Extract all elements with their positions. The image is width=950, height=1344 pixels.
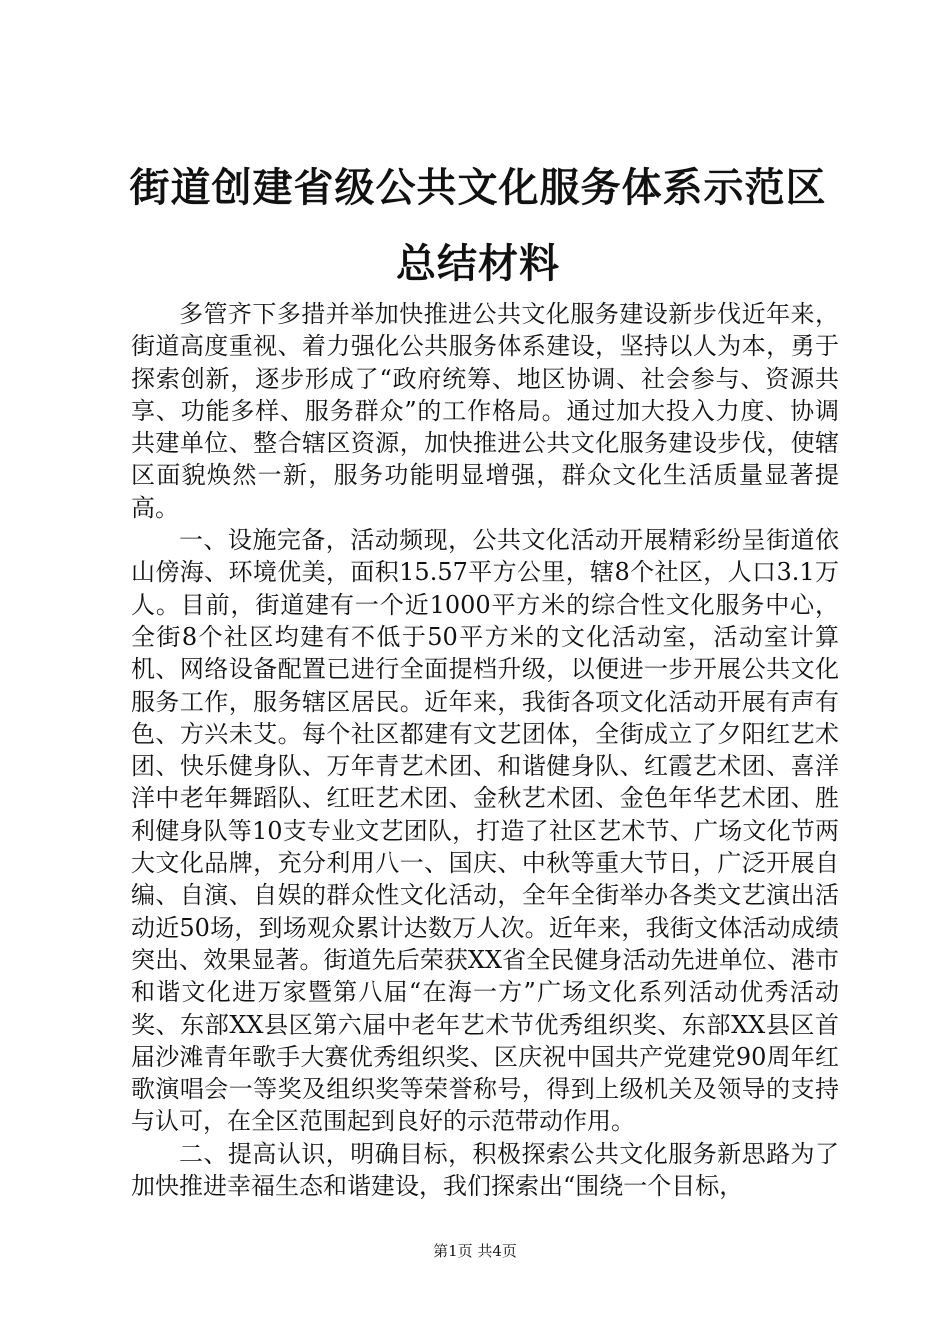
paragraph-section-one: 一、设施完备，活动频现，公共文化活动开展精彩纷呈街道依山傍海、环境优美，面积15.57平方公里，辖8个社区，人口3.1万人。目前，街道建有一个近1000平方米的综合性文化服务中心，全街8个社区均建有不低于50平方米的文化活动室，活动室计算机、网络设备配置已进行全面提档升级，以便进一步开展公共文化服务工作，服务辖区居民。近年来，我街各项文化活动开展有声有色、方兴未艾。每个社区都建有文艺团体，全街成立了夕阳红艺术团、快乐健身队、万年青艺术团、和谐健身队、红霞艺术团、喜洋洋中老年舞蹈队、红旺艺术团、金秋艺术团、金色年华艺术团、胜利健身队等10支专业文艺团队，打造了社区艺术节、广场文化节两大文化品牌，充分利用八一、国庆、中秋等重大节日，广泛开展自编、自演、自娱的群众性文化活动，全年全街举办各类文艺演出活动近50场，到场观众累计达数万人次。近年来，我街文体活动成绩突出、效果显著。街道先后荣获XX省全民健身活动先进单位、港市和谐文化进万家暨第八届“在海一方”广场文化系列活动优秀活动奖、东部XX县区第六届中老年艺术节优秀组织奖、东部XX县区首届沙滩青年歌手大赛优秀组织奖、区庆祝中国共产党建党90周年红歌演唱会一等奖及组织奖等荣誉称号，得到上级机关及领导的支持与认可，在全区范围起到良好的示范带动作用。	[131, 526, 839, 1136]
page-number-footer: 第1页 共4页	[433, 1242, 517, 1260]
paragraph-intro: 多管齐下多措并举加快推进公共文化服务建设新步伐近年来，街道高度重视、着力强化公共服务体系建设，坚持以人为本，勇于探索创新，逐步形成了“政府统筹、地区协调、社会参与、资源共享、功能多样、服务群众”的工作格局。通过加大投入力度、协调共建单位、整合辖区资源，加快推进公共文化服务建设步伐，使辖区面貌焕然一新，服务功能明显增强，群众文化生活质量显著提高。	[131, 300, 839, 522]
document-body	[131, 298, 839, 1202]
document-title: 街道创建省级公共文化服务体系示范区总结材料	[129, 164, 827, 287]
paragraph-section-two: 二、提高认识，明确目标，积极探索公共文化服务新思路为了加快推进幸福生态和谐建设，我们探索出“围绕一个目标，	[131, 1139, 839, 1201]
